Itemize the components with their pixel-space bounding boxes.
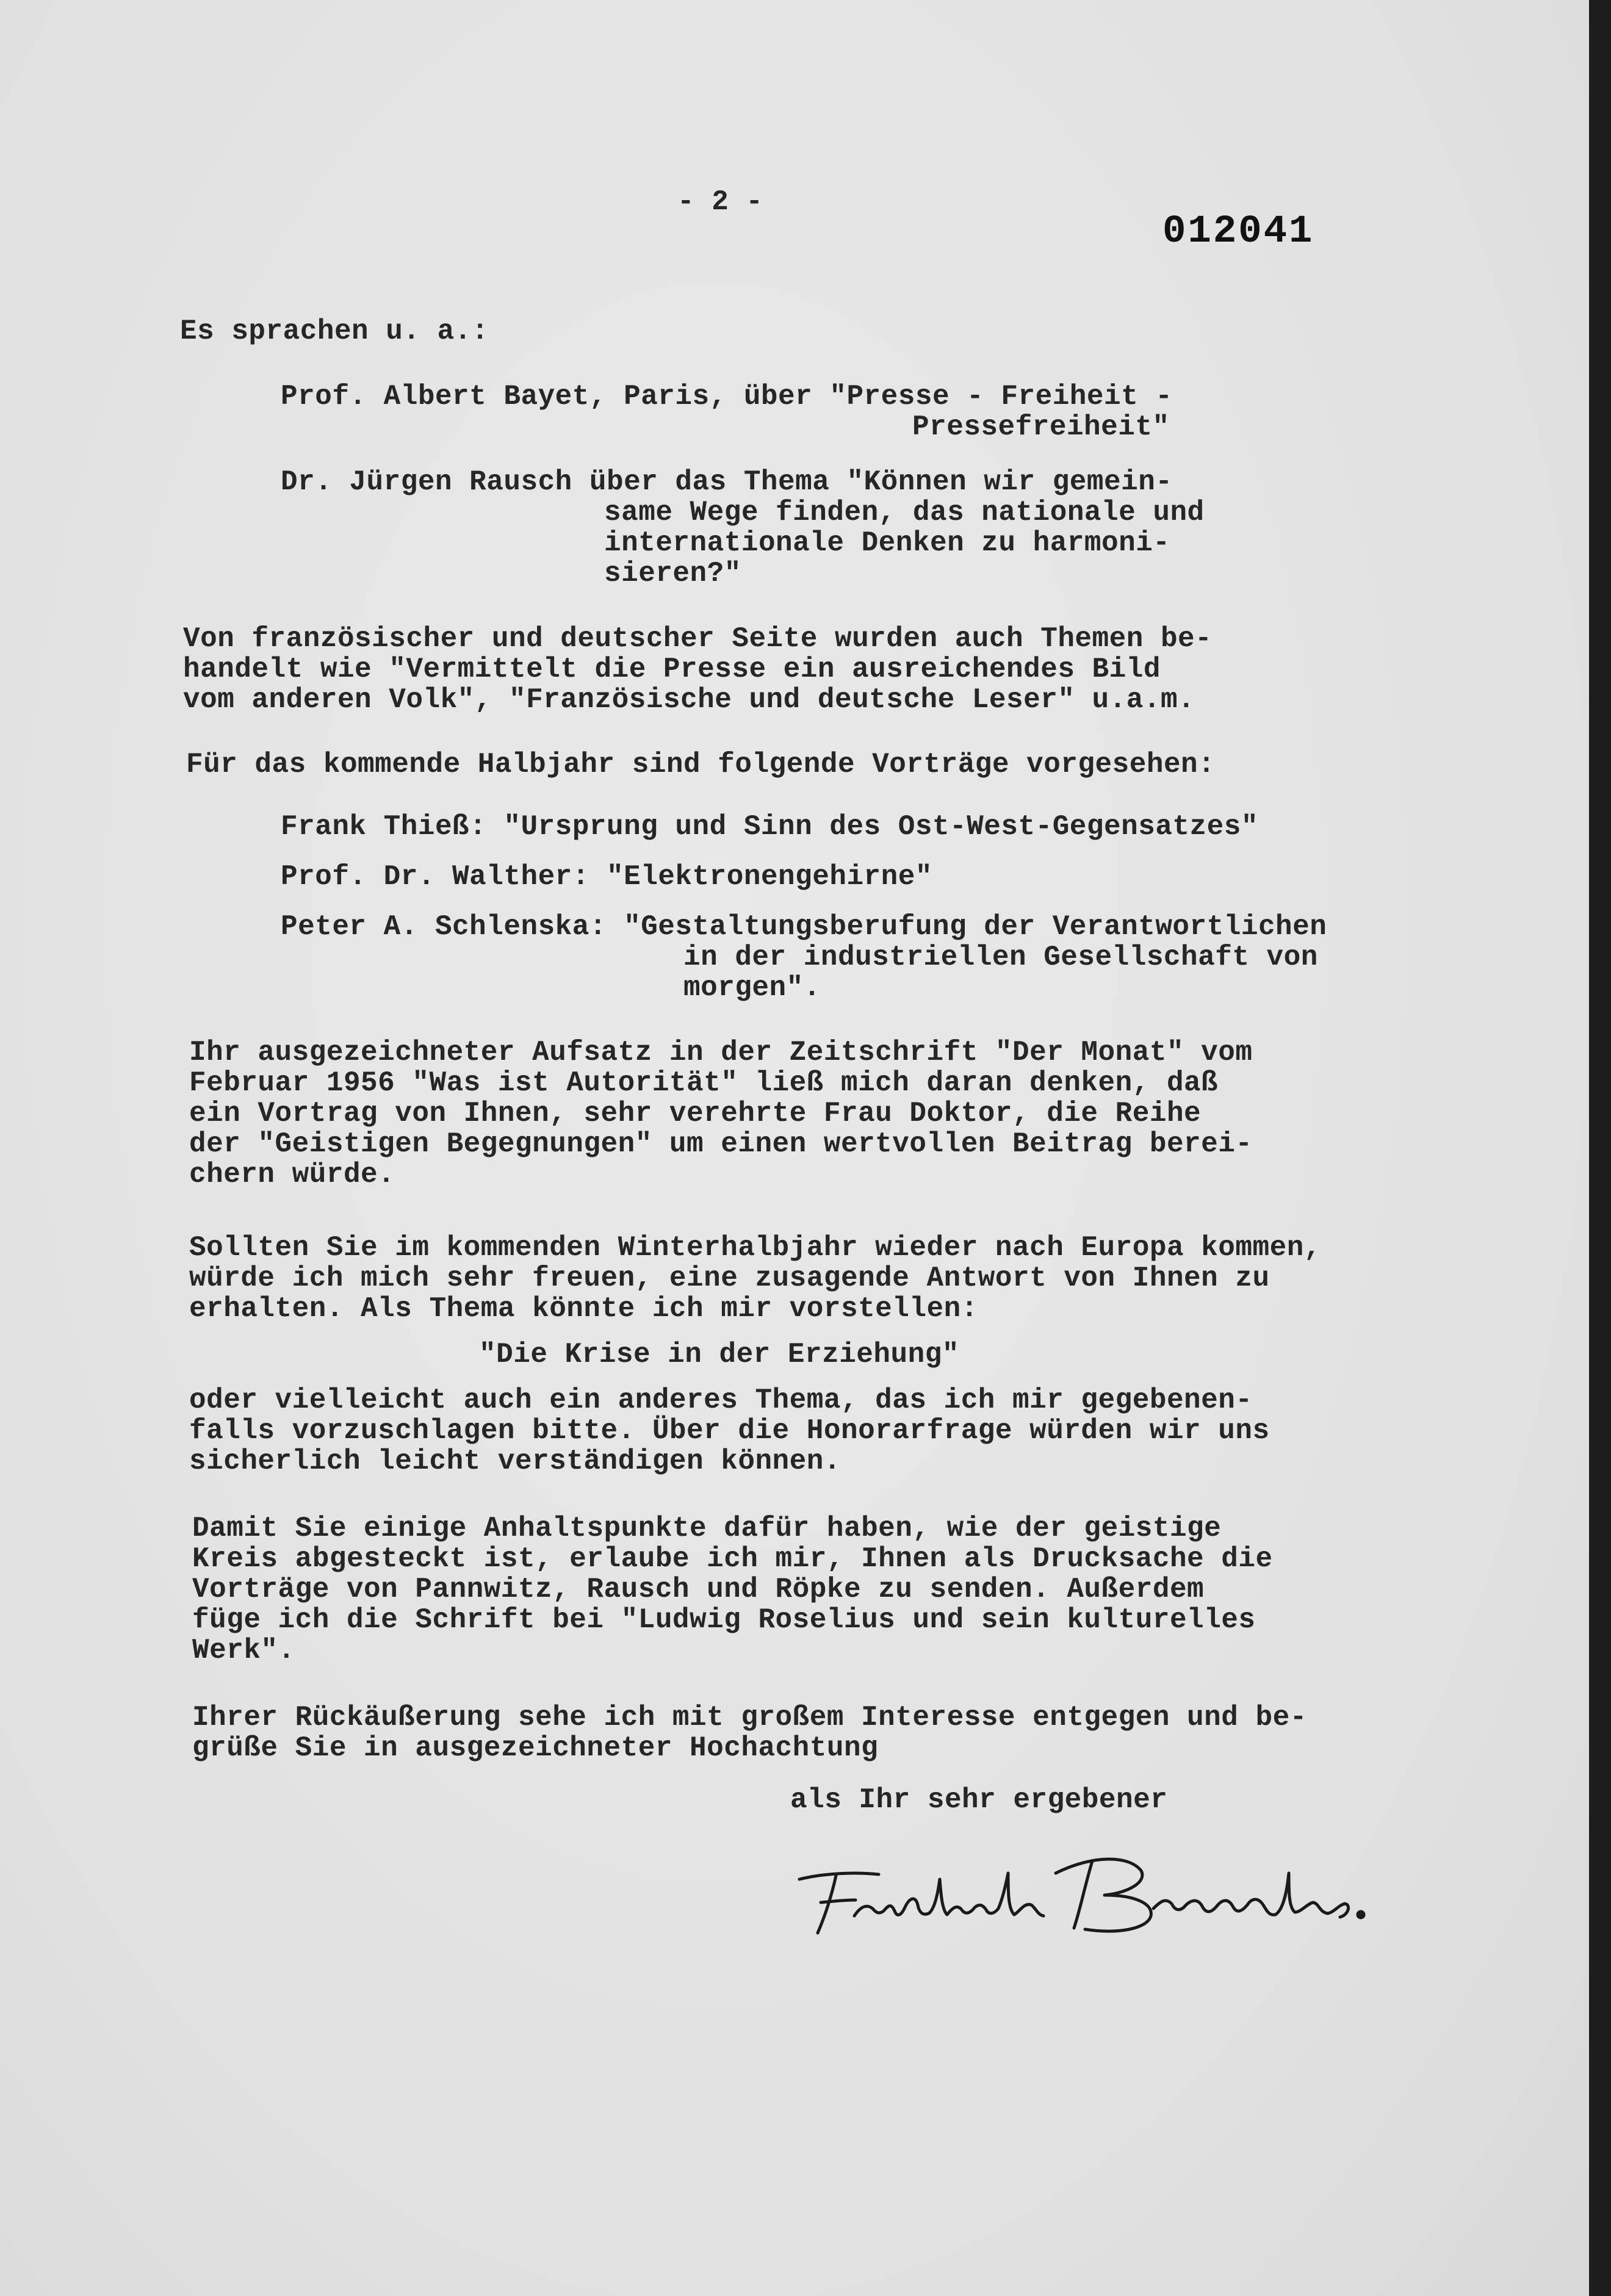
page-edge-border	[1589, 0, 1611, 2296]
page-number: - 2 -	[677, 186, 763, 218]
text-line: ein Vortrag von Ihnen, sehr verehrte Frau Doktor, die Reihe	[189, 1098, 1202, 1129]
text-line: sicherlich leicht verständigen können.	[189, 1445, 841, 1477]
text-line: Prof. Albert Bayet, Paris, über "Presse - Freiheit -	[281, 381, 1173, 412]
text-line: internationale Denken zu harmoni-	[604, 527, 1170, 559]
text-line: erhalten. Als Thema könnte ich mir vorstellen:	[189, 1293, 978, 1325]
document-number: 012041	[1162, 210, 1314, 254]
text-line: Von französischer und deutscher Seite wurden auch Themen be-	[183, 623, 1213, 655]
text-line: Damit Sie einige Anhaltspunkte dafür haben, wie der geistige	[192, 1513, 1222, 1544]
text-line: oder vielleicht auch ein anderes Thema, das ich mir gegebenen-	[189, 1384, 1253, 1416]
text-line: Ihr ausgezeichneter Aufsatz in der Zeitschrift "Der Monat" vom	[189, 1037, 1253, 1068]
text-line: füge ich die Schrift bei "Ludwig Roselius und sein kulturelles	[192, 1604, 1256, 1636]
text-line: Frank Thieß: "Ursprung und Sinn des Ost-West-Gegensatzes"	[281, 811, 1258, 843]
text-line: der "Geistigen Begegnungen" um einen wertvollen Beitrag berei-	[189, 1128, 1253, 1160]
text-line: Ihrer Rückäußerung sehe ich mit großem Interesse entgegen und be-	[192, 1702, 1307, 1733]
text-line: Werk".	[192, 1635, 295, 1666]
text-line: Februar 1956 "Was ist Autorität" ließ mich daran denken, daß	[189, 1067, 1219, 1099]
text-line: vom anderen Volk", "Französische und deutsche Leser" u.a.m.	[183, 684, 1195, 716]
text-line: Dr. Jürgen Rausch über das Thema "Können wir gemein-	[281, 466, 1173, 498]
text-line: Sollten Sie im kommenden Winterhalbjahr wieder nach Europa kommen,	[189, 1232, 1321, 1264]
text-line: chern würde.	[189, 1159, 395, 1190]
handwritten-signature	[787, 1837, 1373, 1940]
text-line: Kreis abgesteckt ist, erlaube ich mir, Ihnen als Drucksache die	[192, 1543, 1273, 1575]
closing-line: als Ihr sehr ergebener	[790, 1784, 1168, 1816]
text-line: falls vorzuschlagen bitte. Über die Honorarfrage würden wir uns	[189, 1415, 1270, 1447]
text-line: sieren?"	[604, 558, 741, 589]
text-line: morgen".	[683, 972, 821, 1004]
text-line: Prof. Dr. Walther: "Elektronengehirne"	[281, 861, 932, 893]
text-line: in der industriellen Gesellschaft von	[683, 941, 1318, 973]
text-line: Peter A. Schlenska: "Gestaltungsberufung der Verantwortlichen	[281, 911, 1327, 943]
text-line: Für das kommende Halbjahr sind folgende Vorträge vorgesehen:	[186, 749, 1216, 780]
text-line: Pressefreiheit"	[912, 411, 1170, 443]
text-line: grüße Sie in ausgezeichneter Hochachtung	[192, 1732, 879, 1764]
text-line: handelt wie "Vermittelt die Presse ein ausreichendes Bild	[183, 653, 1161, 685]
text-line: same Wege finden, das nationale und	[604, 497, 1205, 528]
text-line: würde ich mich sehr freuen, eine zusagende Antwort von Ihnen zu	[189, 1262, 1270, 1294]
text-line: Es sprachen u. a.:	[180, 315, 489, 347]
text-line: "Die Krise in der Erziehung"	[479, 1339, 959, 1370]
text-line: Vorträge von Pannwitz, Rausch und Röpke zu senden. Außerdem	[192, 1574, 1205, 1605]
